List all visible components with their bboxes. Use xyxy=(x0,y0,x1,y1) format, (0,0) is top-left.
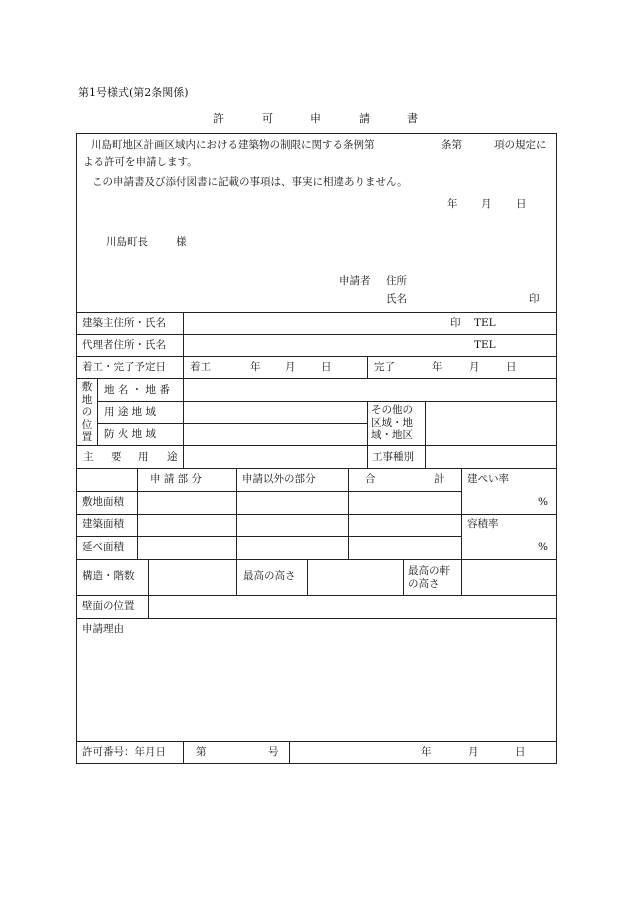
header-other-part: 申請以外の部分 xyxy=(242,473,316,485)
clause-unit: 項の規定に xyxy=(494,139,547,151)
form-frame xyxy=(76,133,557,764)
max-eave-height-label: 最高の軒 の高さ xyxy=(408,565,450,590)
permit-dai: 第 xyxy=(196,746,207,758)
intro-line3: この申請書及び添付図書に記載の事項は、事実に相違ありません。 xyxy=(92,176,408,188)
total-floor-area-label: 延べ面積 xyxy=(82,541,124,553)
floor-area-ratio-label: 容積率 xyxy=(467,518,499,530)
permit-number-date-label: 許可番号：年月日 xyxy=(82,746,166,758)
coverage-ratio-label: 建ぺい率 xyxy=(467,473,509,485)
form-number: 第1号様式(第2条関係) xyxy=(78,86,189,99)
intro-line2: よる許可を申請します。 xyxy=(83,156,198,168)
owner-label: 建築主住所・氏名 xyxy=(82,317,166,329)
structure-floors-label: 構造・階数 xyxy=(82,570,135,582)
start-month: 月 xyxy=(285,361,296,373)
owner-tel-label: TEL xyxy=(474,317,496,329)
fire-zone-label: 防 火 地 域 xyxy=(104,428,157,440)
construction-type-label: 工事種別 xyxy=(372,451,414,463)
article-unit: 条第 xyxy=(441,139,462,151)
header-application-part: 申 請 部 分 xyxy=(150,473,203,485)
intro-line1-prefix: 川島町地区計画区域内における建築物の制限に関する条例第 xyxy=(91,139,375,151)
site-location-label: 敷 地 の 位 置 xyxy=(81,381,93,443)
complete-label: 完了 xyxy=(374,361,395,373)
complete-month: 月 xyxy=(469,361,480,373)
applicant-name-label: 氏名 xyxy=(386,293,407,305)
coverage-percent: % xyxy=(538,496,548,508)
building-area-label: 建築面積 xyxy=(82,518,124,530)
schedule-label: 着工・完了予定日 xyxy=(82,361,166,373)
permit-go: 号 xyxy=(268,746,279,758)
far-percent: % xyxy=(538,541,548,553)
complete-day: 日 xyxy=(506,361,517,373)
zoning-label: 用 途 地 域 xyxy=(104,406,157,418)
start-day: 日 xyxy=(321,361,332,373)
applicant-address-label: 住所 xyxy=(386,275,407,287)
permit-year: 年 xyxy=(421,746,432,758)
permit-day: 日 xyxy=(515,746,526,758)
other-zone-label: その他の 区域・地 域・地区 xyxy=(371,404,413,441)
permit-month: 月 xyxy=(468,746,479,758)
wall-position-label: 壁面の位置 xyxy=(82,600,135,612)
agent-tel-label: TEL xyxy=(474,339,496,351)
complete-year: 年 xyxy=(432,361,443,373)
agent-label: 代理者住所・氏名 xyxy=(82,339,166,351)
addressee-name: 川島町長 xyxy=(106,236,148,248)
max-height-label: 最高の高さ xyxy=(243,570,296,582)
addressee-honorific: 様 xyxy=(176,236,187,248)
applicant-label: 申請者 xyxy=(339,275,371,287)
owner-seal: 印 xyxy=(450,317,461,329)
start-year: 年 xyxy=(250,361,261,373)
applicant-seal: 印 xyxy=(529,293,540,305)
site-number-label: 地 名 ・ 地 番 xyxy=(104,384,170,396)
application-reason-label: 申請理由 xyxy=(82,623,124,635)
start-label: 着工 xyxy=(190,361,211,373)
site-area-label: 敷地面積 xyxy=(82,496,124,508)
